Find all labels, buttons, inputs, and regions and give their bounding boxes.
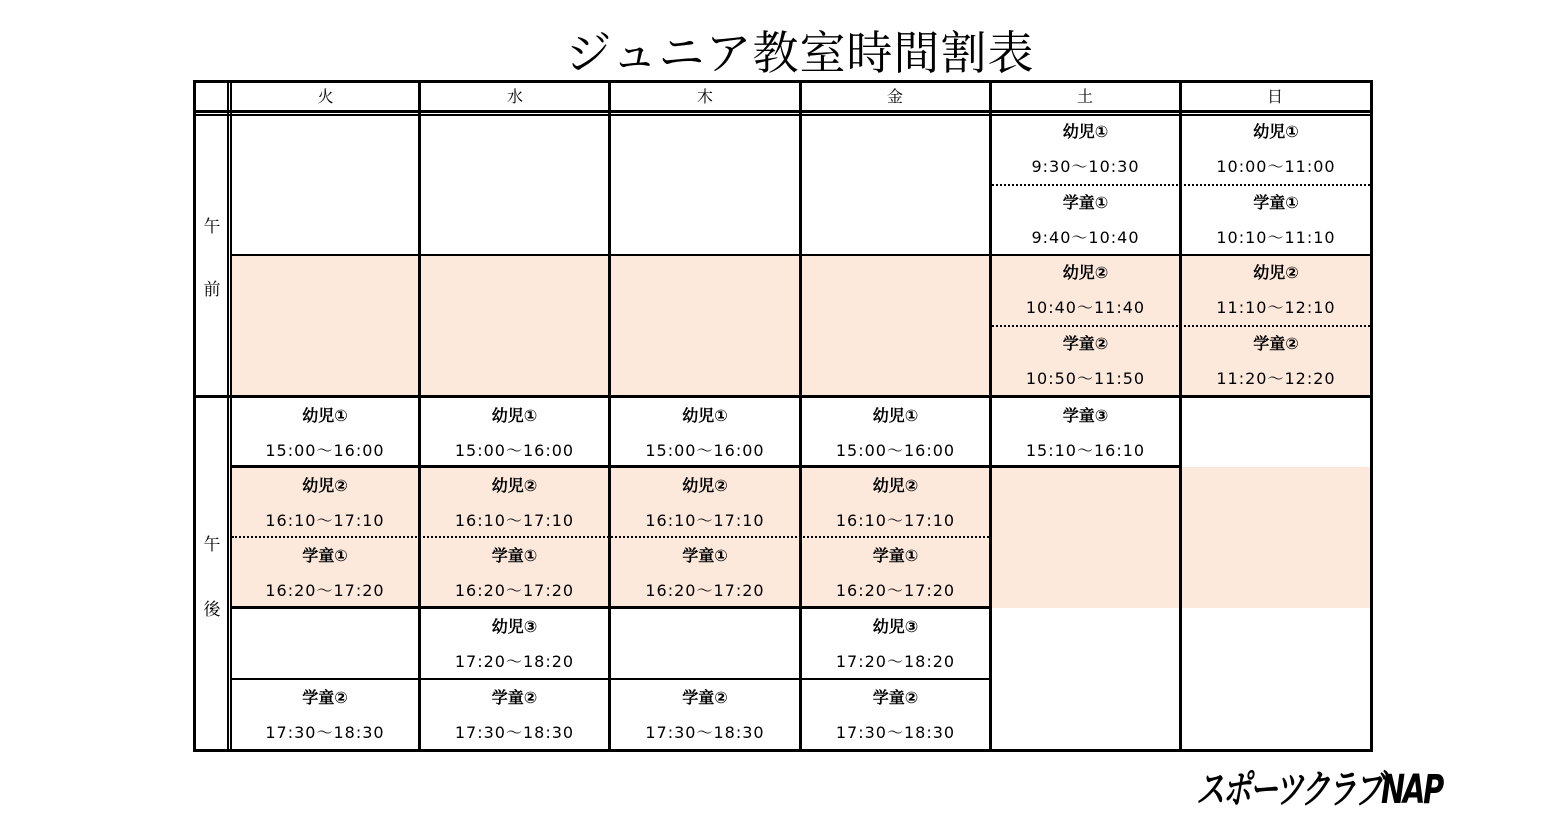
class-label: 学童① bbox=[682, 546, 728, 565]
page-title: ジュニア教室時間割表 bbox=[565, 26, 1035, 80]
class-time: 15:00～16:00 bbox=[454, 441, 575, 460]
class-time: 10:00～11:00 bbox=[1216, 157, 1336, 176]
class-block-sat-pm-1 bbox=[992, 398, 1179, 468]
day-header-sun: 日 bbox=[1266, 87, 1283, 106]
class-time: 16:20～17:20 bbox=[645, 581, 765, 600]
class-label: 幼児③ bbox=[872, 617, 919, 636]
am-weekday-divider bbox=[232, 254, 989, 256]
class-time: 10:40～11:40 bbox=[1025, 298, 1146, 317]
class-label: 幼児② bbox=[682, 476, 728, 495]
class-label: 学童② bbox=[872, 688, 919, 707]
class-time: 17:30～18:30 bbox=[835, 723, 956, 742]
class-time: 16:10～17:10 bbox=[454, 511, 575, 530]
class-time: 16:20～17:20 bbox=[265, 581, 385, 600]
period-am-2: 前 bbox=[203, 280, 221, 300]
class-block-sun-am-3 bbox=[1182, 255, 1370, 325]
class-label: 学童① bbox=[1062, 193, 1109, 212]
class-block-wed-pm-1 bbox=[421, 398, 608, 468]
class-time: 16:10～17:10 bbox=[835, 511, 956, 530]
class-block-fri-pm-1 bbox=[802, 398, 989, 468]
class-block-tue-pm-2 bbox=[232, 468, 418, 538]
class-label: 幼児① bbox=[491, 406, 538, 425]
class-label: 幼児① bbox=[682, 406, 728, 425]
class-label: 学童③ bbox=[1062, 406, 1109, 425]
class-block-wed-pm-3 bbox=[421, 538, 608, 608]
class-time: 9:30～10:30 bbox=[1031, 157, 1140, 176]
class-time: 15:00～16:00 bbox=[265, 441, 385, 460]
period-divider bbox=[227, 83, 229, 749]
class-time: 16:20～17:20 bbox=[454, 581, 575, 600]
class-block-sun-am-1 bbox=[1182, 114, 1370, 184]
class-time: 17:30～18:30 bbox=[645, 723, 765, 742]
class-time: 15:00～16:00 bbox=[645, 441, 765, 460]
day-header-fri: 金 bbox=[886, 87, 903, 106]
class-label: 学童② bbox=[491, 688, 538, 707]
class-label: 幼児③ bbox=[491, 617, 538, 636]
class-block-thu-pm-3 bbox=[611, 538, 799, 608]
class-block-sat-am-2 bbox=[992, 185, 1179, 255]
class-label: 幼児① bbox=[872, 406, 919, 425]
class-block-sat-am-4 bbox=[992, 326, 1179, 396]
class-label: 学童② bbox=[1253, 334, 1299, 353]
class-block-tue-pm-3 bbox=[232, 538, 418, 608]
day-header-thu: 木 bbox=[696, 87, 713, 106]
class-label: 学童① bbox=[302, 546, 348, 565]
class-block-fri-pm-5 bbox=[802, 680, 989, 750]
class-label: 学童② bbox=[1062, 334, 1109, 353]
class-label: 幼児① bbox=[302, 406, 348, 425]
class-label: 学童① bbox=[1253, 193, 1299, 212]
class-label: 幼児② bbox=[1062, 263, 1109, 282]
class-time: 16:20～17:20 bbox=[835, 581, 956, 600]
class-label: 学童② bbox=[302, 688, 348, 707]
period-pm-2: 後 bbox=[203, 600, 221, 620]
class-label: 幼児② bbox=[872, 476, 919, 495]
class-block-fri-pm-3 bbox=[802, 538, 989, 608]
day-header-sat: 土 bbox=[1076, 87, 1093, 106]
class-label: 幼児② bbox=[302, 476, 348, 495]
class-time: 15:10～16:10 bbox=[1025, 441, 1146, 460]
class-block-thu-pm-4 bbox=[611, 680, 799, 750]
class-block-fri-pm-2 bbox=[802, 468, 989, 538]
class-time: 16:10～17:10 bbox=[265, 511, 385, 530]
class-block-wed-pm-4 bbox=[421, 609, 608, 679]
day-header-wed: 水 bbox=[506, 87, 523, 106]
period-pm-1: 午 bbox=[203, 535, 221, 555]
header-divider bbox=[196, 110, 1370, 113]
class-block-wed-pm-2 bbox=[421, 468, 608, 538]
class-time: 17:30～18:30 bbox=[454, 723, 575, 742]
day-header-tue: 火 bbox=[317, 87, 334, 106]
class-block-sun-am-4 bbox=[1182, 326, 1370, 396]
class-block-wed-pm-5 bbox=[421, 680, 608, 750]
class-time: 15:00～16:00 bbox=[835, 441, 956, 460]
class-time: 17:30～18:30 bbox=[265, 723, 385, 742]
class-block-tue-pm-1 bbox=[232, 398, 418, 468]
class-block-sun-am-2 bbox=[1182, 185, 1370, 255]
class-label: 幼児② bbox=[1253, 263, 1299, 282]
class-block-thu-pm-1 bbox=[611, 398, 799, 468]
class-time: 17:20～18:20 bbox=[835, 652, 956, 671]
class-time: 11:10～12:10 bbox=[1216, 298, 1336, 317]
class-block-thu-pm-2 bbox=[611, 468, 799, 538]
class-time: 17:20～18:20 bbox=[454, 652, 575, 671]
class-block-fri-pm-4 bbox=[802, 609, 989, 679]
class-time: 10:10～11:10 bbox=[1216, 228, 1336, 247]
period-am-1: 午 bbox=[203, 217, 221, 237]
class-label: 学童① bbox=[491, 546, 538, 565]
class-block-sat-am-3 bbox=[992, 255, 1179, 325]
class-time: 10:50～11:50 bbox=[1025, 369, 1146, 388]
class-time: 11:20～12:20 bbox=[1216, 369, 1336, 388]
class-time: 9:40～10:40 bbox=[1031, 228, 1140, 247]
class-block-tue-pm-4 bbox=[232, 680, 418, 750]
class-time: 16:10～17:10 bbox=[645, 511, 765, 530]
class-label: 学童① bbox=[872, 546, 919, 565]
class-label: 幼児② bbox=[491, 476, 538, 495]
class-label: 学童② bbox=[682, 688, 728, 707]
class-block-sat-am-1 bbox=[992, 114, 1179, 184]
club-logo: スポーツクラブNAP bbox=[1196, 767, 1443, 813]
class-label: 幼児① bbox=[1253, 122, 1299, 141]
class-label: 幼児① bbox=[1062, 122, 1109, 141]
